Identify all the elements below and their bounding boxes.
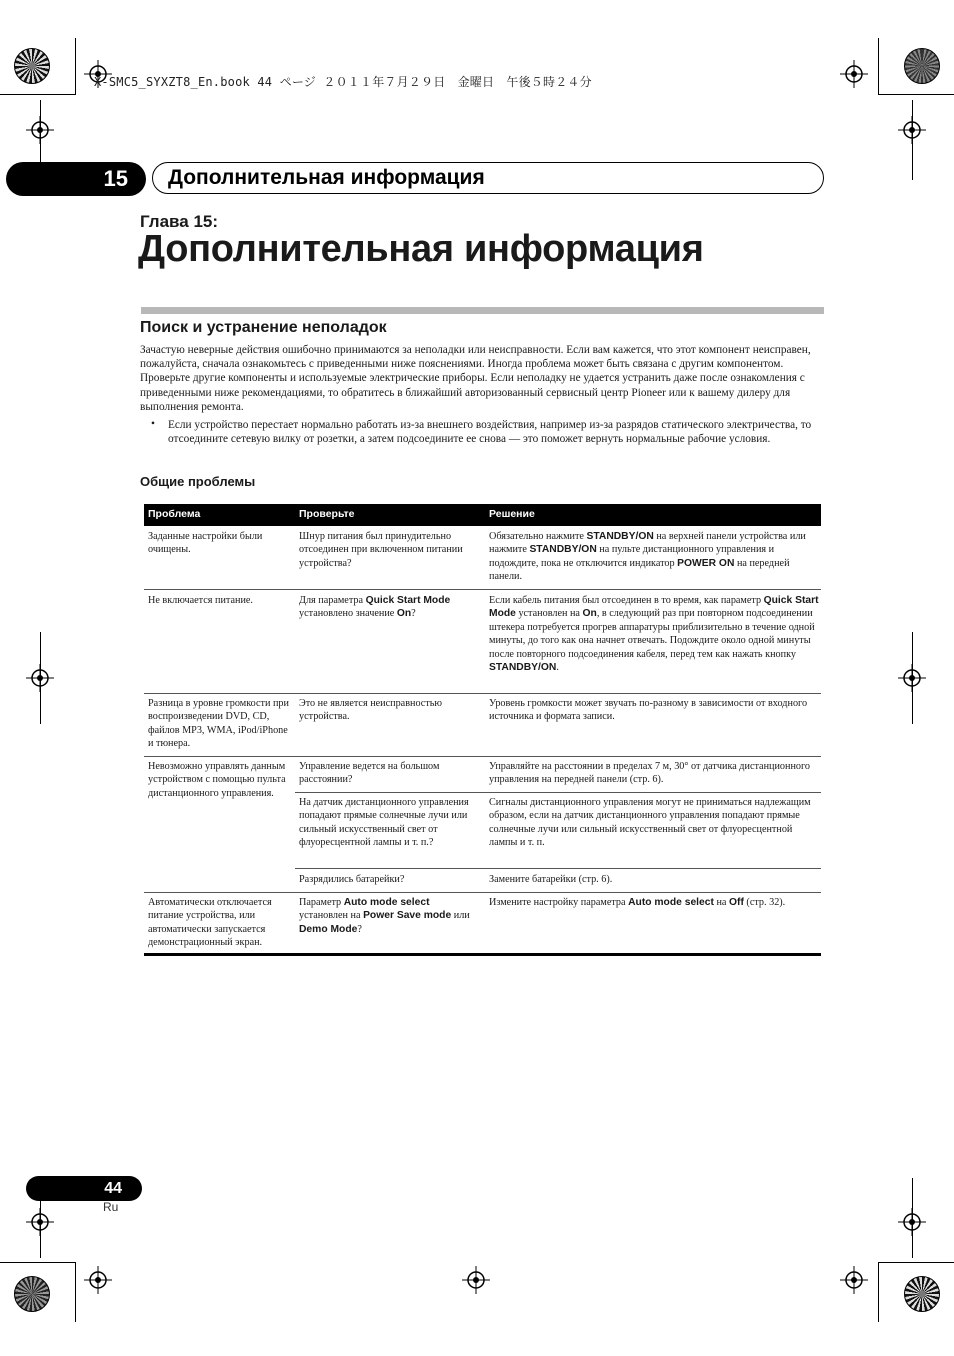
table-cell-problem: Автоматически отключается питание устройства, или автоматически запускается демонстрационный экран. xyxy=(148,897,272,949)
column-header-solution: Решение xyxy=(489,508,535,520)
color-rosette-icon xyxy=(14,48,50,84)
row-divider xyxy=(295,868,821,869)
chapter-title: Дополнительная информация xyxy=(138,228,704,270)
registration-mark-icon xyxy=(840,1266,868,1294)
table-cell-check: Разрядились батарейки? xyxy=(299,874,405,885)
row-divider xyxy=(144,756,821,757)
registration-mark-icon xyxy=(84,1266,112,1294)
row-divider xyxy=(295,792,821,793)
table-cell-problem: Разница в уровне громкости при воспроизведении DVD, CD, файлов MP3, WMA, iPod/iPhone и тюнера. xyxy=(148,698,289,750)
registration-mark-icon xyxy=(462,1266,490,1294)
color-rosette-icon xyxy=(904,1276,940,1312)
table-cell-solution: Управляйте на расстоянии в пределах 7 м, 30° от датчика дистанционного управления на передней панели (стр. 6). xyxy=(489,761,811,786)
table-cell-problem: Заданные настройки были очищены. xyxy=(148,531,263,556)
table-cell-check: Шнур питания был принудительно отсоединен при включенном питании устройства? xyxy=(299,531,463,569)
table-cell-check: На датчик дистанционного управления попадают прямые солнечные лучи или сильный искусственный свет от флуоресцентной лампы и т. п.? xyxy=(299,797,469,849)
registration-mark-icon xyxy=(898,116,926,144)
chapter-number-badge: 15 xyxy=(6,162,146,196)
table-cell-problem: Не включается питание. xyxy=(148,595,253,606)
table-cell-solution: Если кабель питания был отсоединен в то время, как параметр Quick Start Mode установлен на On, в следующий раз при повторном подсоединении штекера потребуется прогрев аппаратуры приблизительно в течение одной минуты, до того как она начнет отвечать. Подождите около одной минуты после повторного подсоединения кабеля, перед тем как нажать кнопку STANDBY/ON. xyxy=(489,595,819,674)
row-divider xyxy=(144,693,821,694)
bullet-icon: • xyxy=(151,418,155,430)
table-cell-problem: Невозможно управлять данным устройством с помощью пульта дистанционного управления. xyxy=(148,761,286,799)
table-cell-check: Параметр Auto mode select установлен на Power Save mode или Demo Mode? xyxy=(299,897,470,935)
registration-mark-icon xyxy=(898,1208,926,1236)
registration-mark-icon xyxy=(26,664,54,692)
page-number-badge: 44 xyxy=(26,1176,142,1201)
table-cell-check: Управление ведется на большом расстоянии? xyxy=(299,761,440,786)
column-header-problem: Проблема xyxy=(148,508,201,520)
registration-mark-icon xyxy=(26,1208,54,1236)
bullet-text: Если устройство перестает нормально работать из-за внешнего воздействия, например из-за разрядов статического электричества, то отсоедините сетевую вилку от розетки, а затем подсоедините ее снова — это поможет вернуть нормальные рабочие условия. xyxy=(168,419,812,446)
row-divider xyxy=(144,589,821,590)
table-cell-solution: Обязательно нажмите STANDBY/ON на верхней панели устройства или нажмите STANDBY/ON на пульте дистанционного управления и подождите, пока не отключится индикатор POWER ON на передней панели. xyxy=(489,531,806,583)
subsection-heading: Общие проблемы xyxy=(140,474,256,489)
table-cell-check: Для параметра Quick Start Mode установлено значение On? xyxy=(299,595,451,620)
table-cell-solution: Уровень громкости может звучать по-разному в зависимости от входного источника и формата записи. xyxy=(489,698,808,723)
file-header: X-SMC5_SYXZT8_En.book 44 ページ ２０１１年７月２９日 金曜日 午後５時２４分 xyxy=(94,75,592,89)
section-divider xyxy=(141,307,824,314)
intro-paragraph: Зачастую неверные действия ошибочно принимаются за неполадки или неисправности. Если вам кажется, что этот компонент неисправен, пожалуйста, сначала ознакомьтесь с приведенными ниже пояснениями. Иногда проблема может быть связана с другим компонентом. Проверьте другие компоненты и используемые электрические приборы. Если неполадку не удается устранить даже после ознакомления с приведенными ниже рекомендациями, то обратитесь в ближайший авторизованный сервисный центр Pioneer или к вашему дилеру для выполнения ремонта. xyxy=(140,344,811,413)
table-bottom-rule xyxy=(144,953,821,956)
table-cell-solution: Сигналы дистанционного управления могут не приниматься надлежащим образом, если на датчик дистанционного управления попадают прямые солнечные лучи или сильный искусственный свет от флуоресцентной лампы и т. п. xyxy=(489,797,811,849)
section-heading: Поиск и устранение неполадок xyxy=(140,319,387,336)
chapter-label: Глава 15: xyxy=(140,212,219,231)
row-divider xyxy=(144,892,821,893)
table-cell-check: Это не является неисправностью устройства. xyxy=(299,698,443,723)
table-cell-solution: Замените батарейки (стр. 6). xyxy=(489,874,613,885)
registration-mark-icon xyxy=(898,664,926,692)
registration-mark-icon xyxy=(840,60,868,88)
color-rosette-icon xyxy=(14,1276,50,1312)
column-header-check: Проверьте xyxy=(299,508,355,520)
table-header xyxy=(144,504,821,526)
chapter-banner-title: Дополнительная информация xyxy=(168,166,485,189)
table-cell-solution: Измените настройку параметра Auto mode select на Off (стр. 32). xyxy=(489,897,786,908)
registration-mark-icon xyxy=(26,116,54,144)
page-language: Ru xyxy=(103,1200,119,1214)
color-rosette-icon xyxy=(904,48,940,84)
